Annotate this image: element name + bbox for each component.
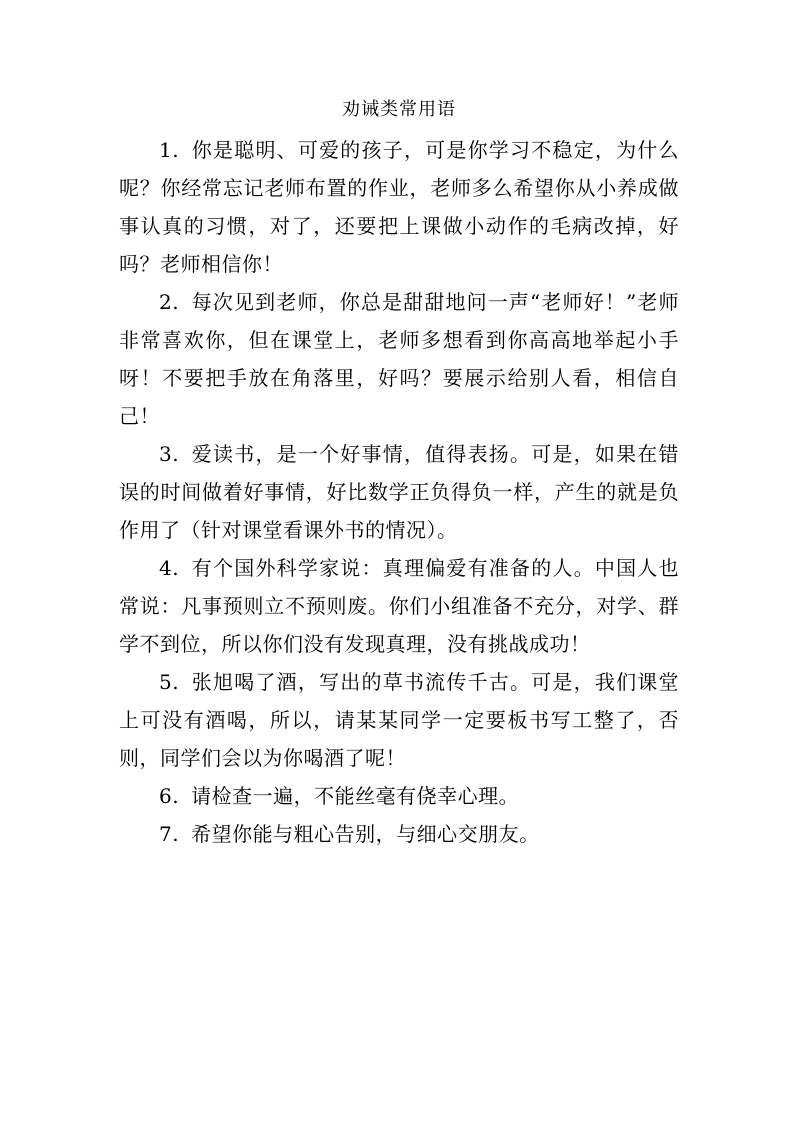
list-item (119, 283, 679, 435)
item-number: 4. (159, 556, 180, 580)
item-text: 爱读书，是一个好事情，值得表扬。可是，如果在错误的时间做着好事情，好比数学正负得负一样，产生的就是负作用了（针对课堂看课外书的情况）。 (119, 442, 679, 542)
list-item (119, 663, 679, 777)
item-text: 张旭喝了酒，写出的草书流传千古。可是，我们课堂上可没有酒喝，所以，请某某同学一定要板书写工整了，否则，同学们会以为你喝酒了呢！ (119, 670, 679, 770)
item-text: 你是聪明、可爱的孩子，可是你学习不稳定，为什么呢？你经常忘记老师布置的作业，老师多么希望你从小养成做事认真的习惯，对了，还要把上课做小动作的毛病改掉，好吗？老师相信你！ (119, 138, 679, 276)
list-item (119, 815, 679, 853)
document-title: 劝诫类常用语 (342, 99, 456, 120)
list-item (119, 435, 679, 549)
item-text: 有个国外科学家说：真理偏爱有准备的人。中国人也常说：凡事预则立不预则废。你们小组准备不充分，对学、群学不到位，所以你们没有发现真理，没有挑战成功！ (119, 556, 679, 656)
item-number: 5. (159, 670, 180, 694)
item-text: 希望你能与粗心告别，与细心交朋友。 (191, 822, 540, 846)
document-page (119, 97, 679, 853)
list-item (119, 131, 679, 283)
list-item (119, 777, 679, 815)
item-number: 3. (159, 442, 180, 466)
item-number: 2. (159, 290, 180, 314)
item-text: 请检查一遍，不能丝毫有侥幸心理。 (191, 784, 520, 808)
list-item (119, 549, 679, 663)
item-number: 6. (159, 784, 180, 808)
item-text: 每次见到老师，你总是甜甜地问一声“老师好！”老师非常喜欢你，但在课堂上，老师多想看到你高高地举起小手呀！不要把手放在角落里，好吗？要展示给别人看，相信自己！ (119, 290, 679, 428)
item-number: 1. (159, 138, 180, 162)
item-number: 7. (159, 822, 180, 846)
